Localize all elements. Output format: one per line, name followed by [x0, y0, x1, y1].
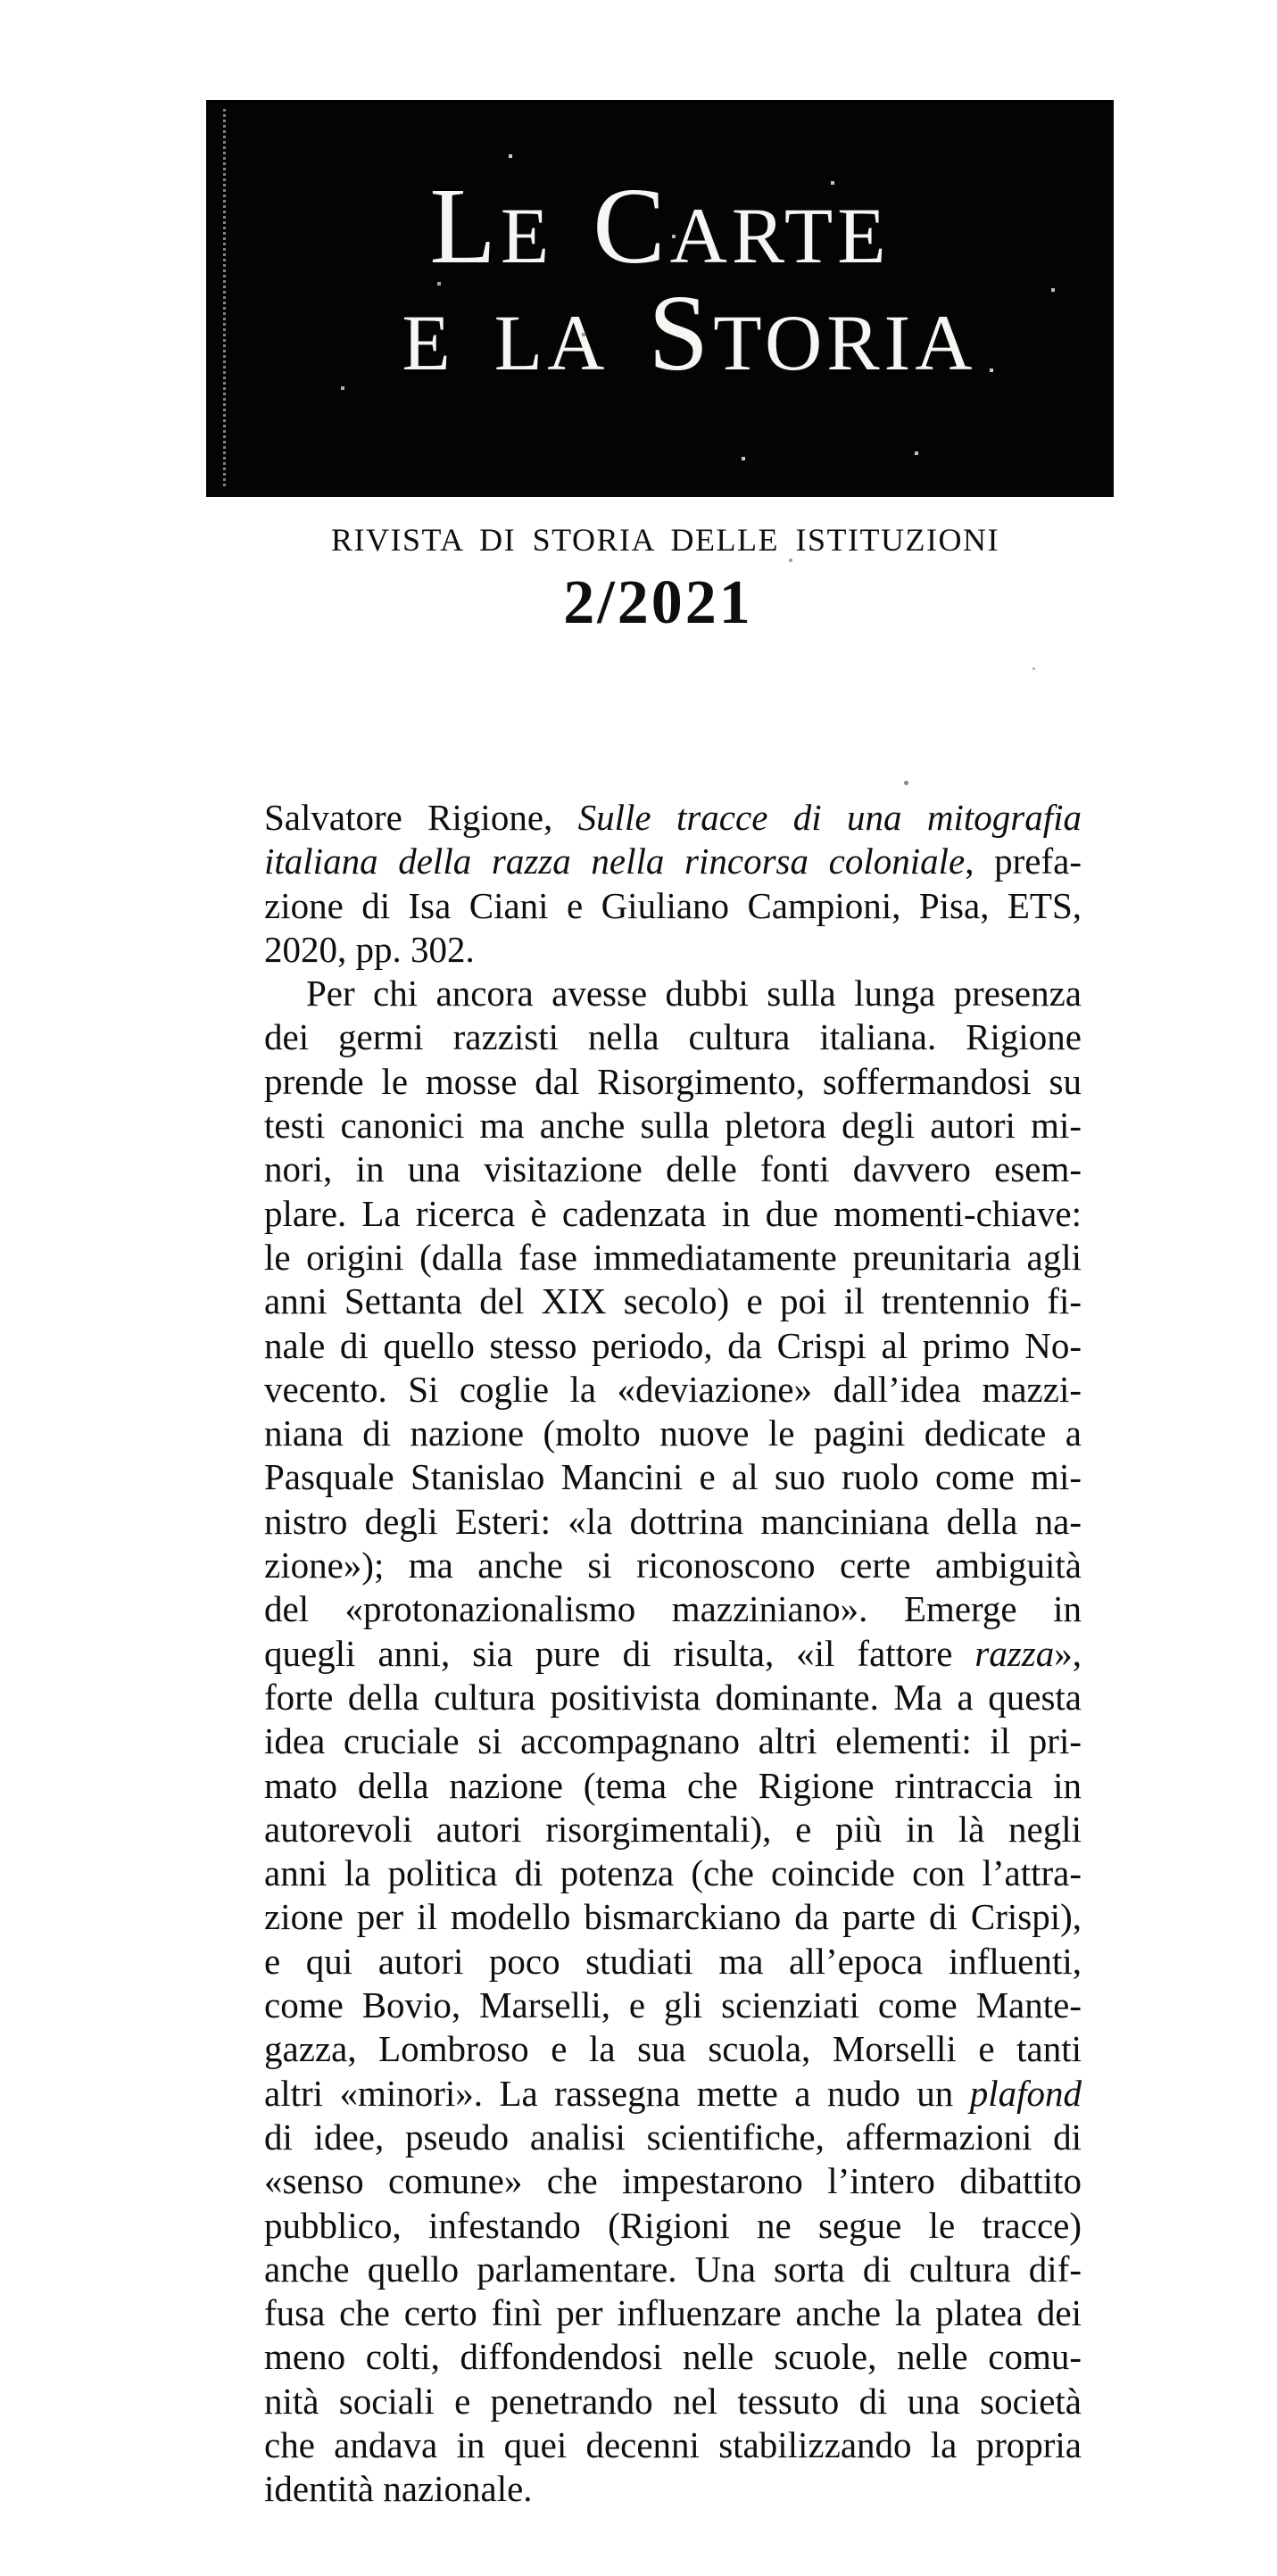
masthead-letter-group: ARTE [669, 193, 891, 280]
masthead-letter-group: L [493, 300, 548, 387]
text-line: 2020, pp. 302. [264, 928, 475, 970]
masthead-line [206, 273, 1114, 393]
masthead-letter-group: S [648, 273, 714, 393]
text-line: di idee, pseudo analisi scientifiche, affermazioni di [264, 2116, 1082, 2158]
scan-ink-speck [789, 559, 792, 562]
text-line: come Bovio, Marselli, e gli scienziati come Mante- [264, 1984, 1082, 2026]
text-line: meno colti, diffondendosi nelle scuole, nelle comu- [264, 2336, 1082, 2378]
text-line: altri «minori». La rassegna mette a nudo un plafond [264, 2072, 1082, 2114]
text-line: nori, in una visitazione delle fonti davvero esem- [264, 1148, 1082, 1190]
text-line: e qui autori poco studiati ma all’epoca influenti, [264, 1940, 1082, 1982]
text-line: gazza, Lombroso e la sua scuola, Morselli e tanti [264, 2028, 1082, 2070]
text-line: del «protonazionalismo mazziniano». Emerge in [264, 1588, 1082, 1630]
text-line: anche quello parlamentare. Una sorta di cultura dif- [264, 2248, 1082, 2290]
journal-cover-banner [206, 100, 1114, 497]
text-line: forte della cultura positivista dominante. Ma a questa [264, 1676, 1082, 1718]
journal-subtitle: RIVISTA DI STORIA DELLE ISTITUZIONI [331, 522, 999, 558]
masthead-letter-group: E [500, 193, 554, 280]
text-line: nale di quello stesso periodo, da Crispi al primo No- [264, 1324, 1082, 1366]
masthead-letter-group: TORIA [713, 300, 977, 387]
text-line: dei germi razzisti nella cultura italiana. Rigione [264, 1016, 1082, 1058]
text-line: quegli anni, sia pure di risulta, «il fattore razza», [264, 1632, 1082, 1674]
text-line: mato della nazione (tema che Rigione rintraccia in [264, 1764, 1082, 1806]
text-line: Salvatore Rigione, Sulle tracce di una mitografia [264, 797, 1082, 838]
text-line: italiana della razza nella rincorsa coloniale, prefa- [264, 841, 1082, 882]
text-line: zione di Isa Ciani e Giuliano Campioni, Pisa, ETS, [264, 884, 1082, 926]
text-line: niana di nazione (molto nuove le pagini dedicate a [264, 1412, 1082, 1454]
masthead-letter-group: C [593, 166, 670, 286]
text-line: zione per il modello bismarckiano da parte di Crispi), [264, 1896, 1082, 1938]
text-line: zione»); ma anche si riconoscono certe ambiguità [264, 1545, 1082, 1586]
scan-ink-speck [1032, 667, 1035, 670]
text-line: testi canonici ma anche sulla pletora degli autori mi- [264, 1105, 1082, 1147]
masthead-letter-group: E [402, 300, 455, 387]
text-line: nità sociali e penetrando nel tessuto di una società [264, 2380, 1082, 2422]
text-line: plare. La ricerca è cadenzata in due momenti-chiave: [264, 1192, 1082, 1234]
text-line: che andava in quei decenni stabilizzando la propria [264, 2423, 1082, 2465]
masthead-letter-group: A [547, 300, 609, 387]
journal-issue-number: 2/2021 [563, 568, 753, 637]
masthead-letter-group: L [429, 166, 501, 286]
masthead-line [206, 166, 1114, 286]
text-line: vecento. Si coglie la «deviazione» dall’idea mazzi- [264, 1368, 1082, 1410]
scan-ink-speck [904, 781, 908, 785]
text-line: nistro degli Esteri: «la dottrina manciniana della na- [264, 1500, 1082, 1542]
masthead-title [206, 166, 1114, 393]
text-line: pubblico, infestando (Rigioni ne segue le tracce) [264, 2204, 1082, 2246]
text-line: fusa che certo finì per influenzare anche la platea dei [264, 2292, 1082, 2334]
text-line: idea cruciale si accompagnano altri elementi: il pri- [264, 1720, 1082, 1762]
text-line: autorevoli autori risorgimentali), e più in là negli [264, 1808, 1082, 1850]
text-line: Pasquale Stanislao Mancini e al suo ruolo come mi- [264, 1456, 1082, 1498]
text-line: prende le mosse dal Risorgimento, soffermandosi su [264, 1060, 1082, 1102]
text-line: le origini (dalla fase immediatamente preunitaria agli [264, 1236, 1082, 1278]
text-line: Per chi ancora avesse dubbi sulla lunga presenza [306, 973, 1082, 1015]
text-line: «senso comune» che impestarono l’intero dibattito [264, 2160, 1082, 2202]
book-review-text [264, 796, 1082, 2512]
text-line: anni la politica di potenza (che coincide con l’attra- [264, 1852, 1082, 1894]
text-line: identità nazionale. [264, 2468, 533, 2510]
text-line: anni Settanta del XIX secolo) e poi il trentennio fi- [264, 1280, 1082, 1322]
